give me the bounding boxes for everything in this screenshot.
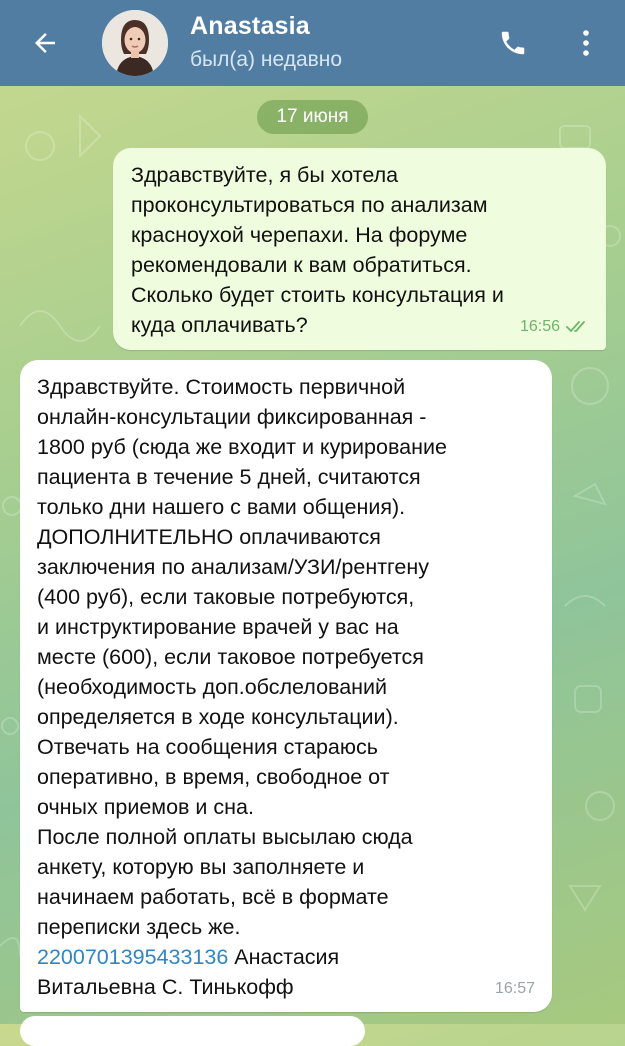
message-text: Здравствуйте, я бы хотела проконсультироваться по анализам красноухой черепахи. На форуме рекомендовали к вам обратиться. Сколько будет стоить консультация и куда оплачивать? <box>131 163 504 337</box>
message-text <box>37 372 547 1002</box>
message-body: Здравствуйте. Стоимость первичной онлайн-консультации фиксированная - 1800 руб (сюда же входит и курирование пациента в течение 5 дней, считаются только дни нашего с вами общения). ДОПОЛНИТЕЛЬНО оплачиваются заключения по анализам/УЗИ/рентгену (400 руб), если таковые потребуются, и инструктирование врачей у вас на месте (600), если таковое потребуется (необходимость доп.обслелований определяется в ходе консультации). Отвечать на сообщения стараюсь оперативно, в время, свободное от очных приемов и сна. После полной оплаты высылаю сюда анкету, которую вы заполняете и начинаем работать, всё в формате переписки здесь же. <box>37 375 447 939</box>
card-number-link[interactable]: 2200701395433136 <box>37 945 229 969</box>
call-button[interactable] <box>490 20 536 66</box>
back-button[interactable] <box>22 20 68 66</box>
date-separator: 17 июня <box>257 100 368 134</box>
phone-icon <box>498 28 528 58</box>
arrow-left-icon <box>30 28 60 58</box>
outgoing-message[interactable] <box>113 148 606 350</box>
next-message-partial <box>20 1016 365 1046</box>
chat-header <box>0 0 625 86</box>
contact-status: был(а) недавно <box>190 48 343 71</box>
double-check-icon <box>566 320 592 334</box>
contact-name[interactable]: Anastasia <box>190 12 310 40</box>
message-time: 16:56 <box>519 318 560 335</box>
incoming-message[interactable] <box>20 360 552 1012</box>
avatar-photo-icon <box>102 10 168 76</box>
avatar[interactable] <box>102 10 168 76</box>
message-body-tail: Анастасия Витальевна С. Тинькофф <box>37 945 340 999</box>
message-meta <box>520 312 592 342</box>
message-time: 16:57 <box>494 980 535 997</box>
more-vert-icon <box>581 28 591 58</box>
more-menu-button[interactable] <box>566 20 606 66</box>
